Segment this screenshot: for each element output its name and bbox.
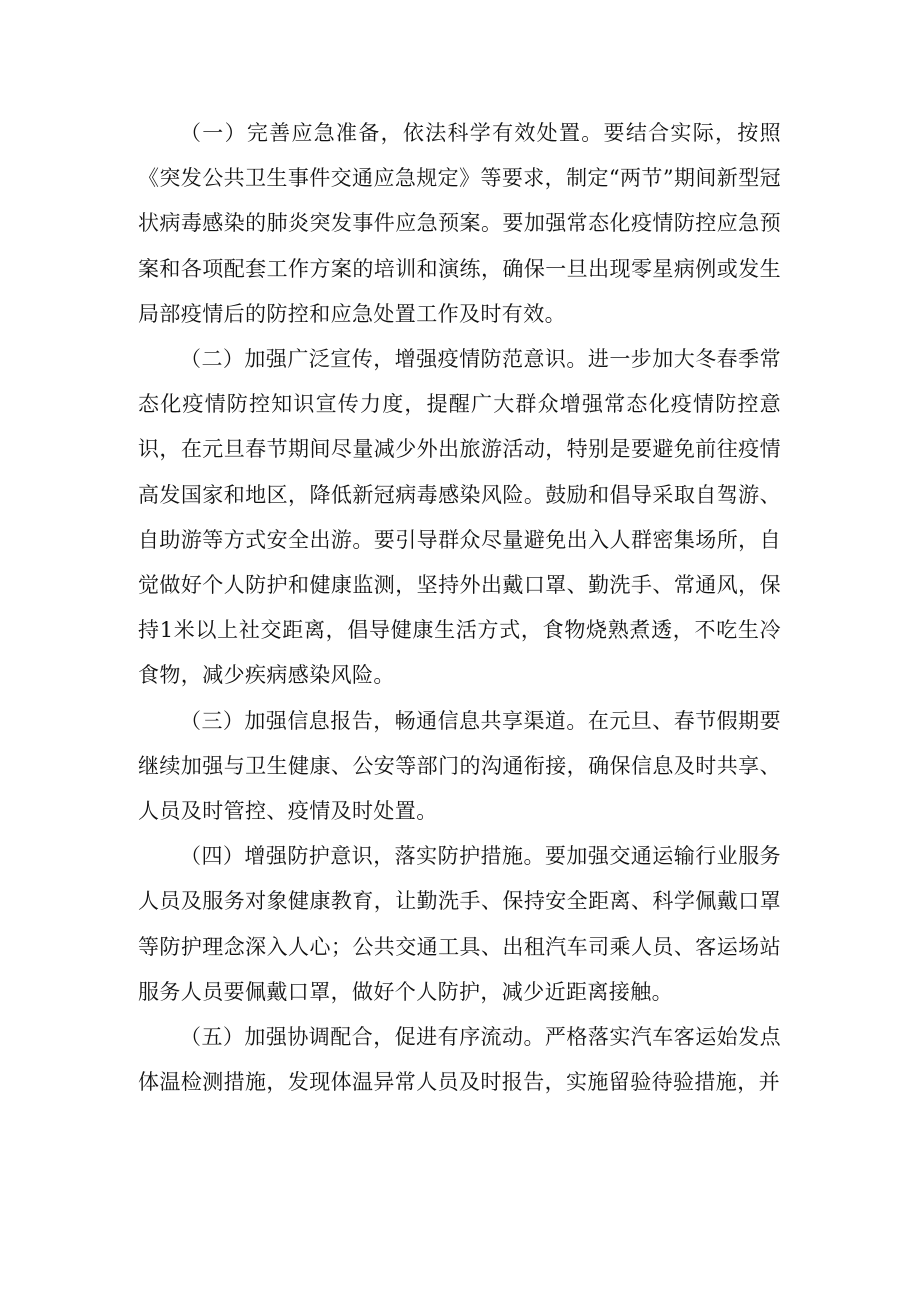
paragraph-4: （四）增强防护意识，落实防护措施。要加强交通运输行业服务人员及服务对象健康教育，让勤洗手、保持安全距离、科学佩戴口罩等防护理念深入人心；公共交通工具、出租汽车司乘人员、客运场站服务人员要佩戴口罩，做好个人防护，减少近距离接触。 xyxy=(138,844,781,1004)
document-page xyxy=(138,111,781,1105)
paragraph-5: （五）加强协调配合，促进有序流动。严格落实汽车客运始发点体温检测措施，发现体温异常人员及时报告，实施留验待验措施，并 xyxy=(138,1025,781,1095)
paragraph-3: （三）加强信息报告，畅通信息共享渠道。在元旦、春节假期要继续加强与卫生健康、公安等部门的沟通衔接，确保信息及时共享、人员及时管控、疫情及时处置。 xyxy=(138,708,781,824)
paragraph-1: （一）完善应急准备，依法科学有效处置。要结合实际，按照《突发公共卫生事件交通应急规定》等要求，制定“两节”期间新型冠状病毒感染的肺炎突发事件应急预案。要加强常态化疫情防控应急预案和各项配套工作方案的培训和演练，确保一旦出现零星病例或发生局部疫情后的防控和应急处置工作及时有效。 xyxy=(138,121,781,326)
paragraph-2: （二）加强广泛宣传，增强疫情防范意识。进一步加大冬春季常态化疫情防控知识宣传力度，提醒广大群众增强常态化疫情防控意识，在元旦春节期间尽量减少外出旅游活动，特别是要避免前往疫情高发国家和地区，降低新冠病毒感染风险。鼓励和倡导采取自驾游、自助游等方式安全出游。要引导群众尽量避免出入人群密集场所，自觉做好个人防护和健康监测，坚持外出戴口罩、勤洗手、常通风，保持1米以上社交距离，倡导健康生活方式，食物烧熟煮透，不吃生冷食物，减少疾病感染风险。 xyxy=(138,347,781,688)
